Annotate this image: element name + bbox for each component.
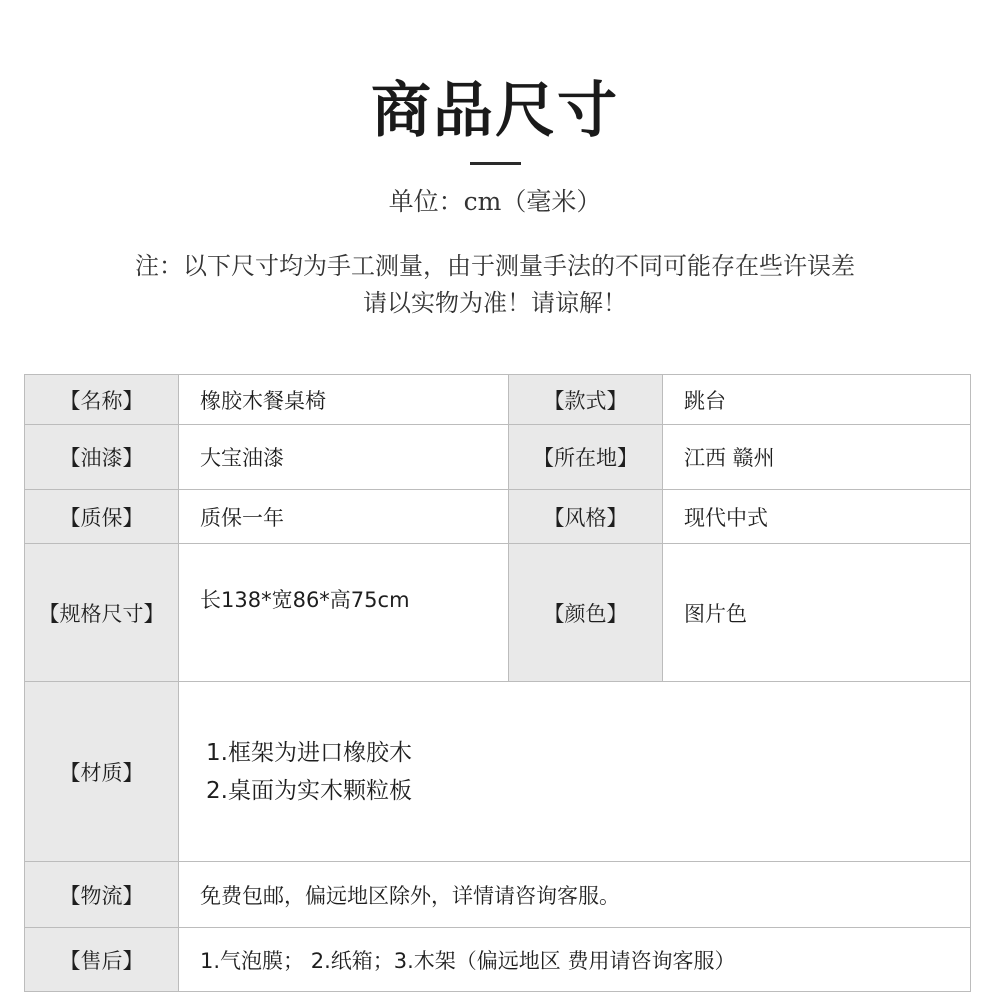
page-title: 商品尺寸 bbox=[371, 76, 619, 146]
style-value: 跳台 bbox=[663, 375, 971, 425]
design-style-label: 【风格】 bbox=[509, 490, 663, 544]
table-row bbox=[25, 862, 971, 928]
aftersale-value: 1.气泡膜； 2.纸箱；3.木架（偏远地区 费用请咨询客服） bbox=[179, 928, 971, 992]
table-row bbox=[25, 928, 971, 992]
aftersale-label: 【售后】 bbox=[25, 928, 179, 992]
measurement-note-line1: 注：以下尺寸均为手工测量，由于测量手法的不同可能存在些许误差 bbox=[135, 252, 855, 280]
warranty-value: 质保一年 bbox=[179, 490, 509, 544]
material-line-1: 1.框架为进口橡胶木 bbox=[206, 739, 412, 766]
name-label: 【名称】 bbox=[25, 375, 179, 425]
table-row bbox=[25, 425, 971, 490]
size-label: 【规格尺寸】 bbox=[25, 544, 179, 682]
warranty-label: 【质保】 bbox=[25, 490, 179, 544]
spec-table bbox=[24, 374, 971, 992]
table-row bbox=[25, 682, 971, 862]
paint-value: 大宝油漆 bbox=[179, 425, 509, 490]
shipping-value: 免费包邮，偏远地区除外，详情请咨询客服。 bbox=[179, 862, 971, 928]
name-value: 橡胶木餐桌椅 bbox=[179, 375, 509, 425]
unit-note: 单位：cm（毫米） bbox=[388, 187, 602, 216]
title-divider bbox=[470, 162, 521, 165]
size-value: 长138*宽86*高75cm bbox=[200, 587, 410, 612]
shipping-label: 【物流】 bbox=[25, 862, 179, 928]
table-row bbox=[25, 375, 971, 425]
material-line-2: 2.桌面为实木颗粒板 bbox=[206, 777, 412, 804]
size-value-cell bbox=[179, 544, 509, 682]
material-value-cell bbox=[179, 682, 971, 862]
table-row bbox=[25, 544, 971, 682]
table-row bbox=[25, 490, 971, 544]
measurement-note-line2: 请以实物为准！请谅解！ bbox=[363, 289, 627, 317]
style-label: 【款式】 bbox=[509, 375, 663, 425]
location-label: 【所在地】 bbox=[509, 425, 663, 490]
color-value: 图片色 bbox=[663, 544, 971, 682]
color-label: 【颜色】 bbox=[509, 544, 663, 682]
design-style-value: 现代中式 bbox=[663, 490, 971, 544]
location-value: 江西 赣州 bbox=[663, 425, 971, 490]
material-label: 【材质】 bbox=[25, 682, 179, 862]
paint-label: 【油漆】 bbox=[25, 425, 179, 490]
